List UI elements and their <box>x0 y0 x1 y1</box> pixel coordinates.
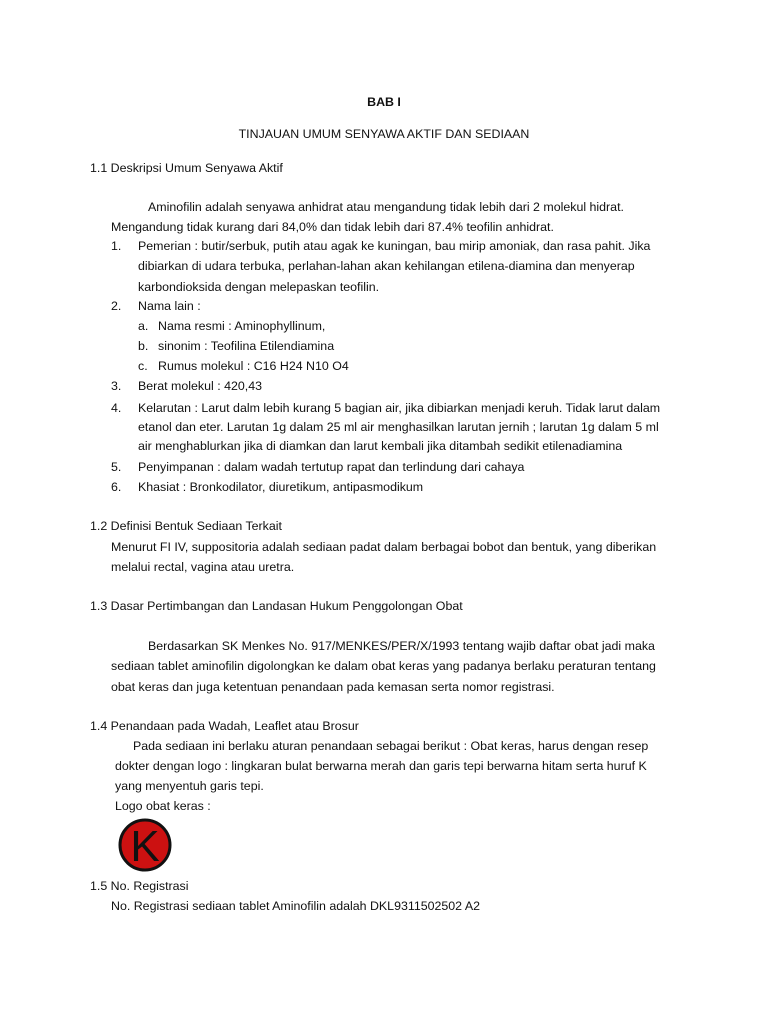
section-1-4-line: yang menyentuh garis tepi. <box>115 779 264 793</box>
section-1-5-heading: 1.5 No. Registrasi <box>90 879 189 893</box>
section-1-5-line: No. Registrasi sediaan tablet Aminofilin adalah DKL9311502502 A2 <box>111 899 480 913</box>
section-1-2-line: Menurut FI IV, suppositoria adalah sediaan padat dalam berbagai bobot dan bentuk, yang diberikan <box>111 540 657 554</box>
chapter-title: TINJAUAN UMUM SENYAWA AKTIF DAN SEDIAAN <box>238 127 530 141</box>
list-item-line: karbondioksida dengan melepaskan teofilin. <box>138 280 380 294</box>
list-number: 3. <box>111 379 122 393</box>
list-number: 1. <box>111 239 122 253</box>
sublist-letter: b. <box>138 339 149 353</box>
hard-drug-logo <box>118 818 172 872</box>
section-1-2-heading: 1.2 Definisi Bentuk Sediaan Terkait <box>90 519 282 533</box>
list-item-line: Pemerian : butir/serbuk, putih atau agak ke kuningan, bau mirip amoniak, dan rasa pahit. Jika <box>138 239 651 253</box>
section-1-3-line: obat keras dan juga ketentuan penandaan pada kemasan serta nomor registrasi. <box>111 680 555 694</box>
sublist-item: Rumus molekul : C16 H24 N10 O4 <box>158 359 349 373</box>
section-1-4-line: dokter dengan logo : lingkaran bulat berwarna merah dan garis tepi berwarna hitam serta huruf K <box>115 759 647 773</box>
section-1-4-heading: 1.4 Penandaan pada Wadah, Leaflet atau Brosur <box>90 719 359 733</box>
section-1-1-intro-line-2: Mengandung tidak kurang dari 84,0% dan tidak lebih dari 87.4% teofilin anhidrat. <box>111 220 554 234</box>
chapter-label: BAB I <box>367 95 401 109</box>
list-item-line: Penyimpanan : dalam wadah tertutup rapat dan terlindung dari cahaya <box>138 460 525 474</box>
list-item-line: Nama lain : <box>138 299 201 313</box>
section-1-2-line: melalui rectal, vagina atau uretra. <box>111 560 295 574</box>
list-number: 6. <box>111 480 122 494</box>
section-1-1-intro-line-1: Aminofilin adalah senyawa anhidrat atau mengandung tidak lebih dari 2 molekul hidrat. <box>148 200 624 214</box>
sublist-letter: a. <box>138 319 149 333</box>
list-number: 5. <box>111 460 122 474</box>
section-1-1-heading: 1.1 Deskripsi Umum Senyawa Aktif <box>90 161 283 175</box>
list-number: 4. <box>111 401 122 415</box>
section-1-4-line: Pada sediaan ini berlaku aturan penandaan sebagai berikut : Obat keras, harus dengan resep <box>133 739 649 753</box>
section-1-3-heading: 1.3 Dasar Pertimbangan dan Landasan Hukum Penggolongan Obat <box>90 599 463 613</box>
list-number: 2. <box>111 299 122 313</box>
list-item-line: air menghablurkan jika di diamkan dan larut kembali jika ditambah sedikit etilenadiamina <box>138 439 623 453</box>
list-item-line: Berat molekul : 420,43 <box>138 379 262 393</box>
sublist-item: Nama resmi : Aminophyllinum, <box>158 319 326 333</box>
list-item-line: Khasiat : Bronkodilator, diuretikum, antipasmodikum <box>138 480 424 494</box>
logo-letter: K <box>130 822 160 871</box>
section-1-3-line: Berdasarkan SK Menkes No. 917/MENKES/PER/X/1993 tentang wajib daftar obat jadi maka <box>148 639 655 653</box>
list-item-line: etanol dan eter. Larutan 1g dalam 25 ml air menghasilkan larutan jernih ; larutan 1g dalam 5 ml <box>138 420 659 434</box>
sublist-letter: c. <box>138 359 148 373</box>
logo-label: Logo obat keras : <box>115 799 211 813</box>
sublist-item: sinonim : Teofilina Etilendiamina <box>158 339 335 353</box>
list-item-line: dibiarkan di udara terbuka, perlahan-lahan akan kehilangan etilena-diamina dan menyerap <box>138 259 635 273</box>
section-1-3-line: sediaan tablet aminofilin digolongkan ke dalam obat keras yang padanya berlaku peraturan tentang <box>111 659 656 673</box>
list-item-line: Kelarutan : Larut dalm lebih kurang 5 bagian air, jika dibiarkan menjadi keruh. Tidak larut dalam <box>138 401 661 415</box>
